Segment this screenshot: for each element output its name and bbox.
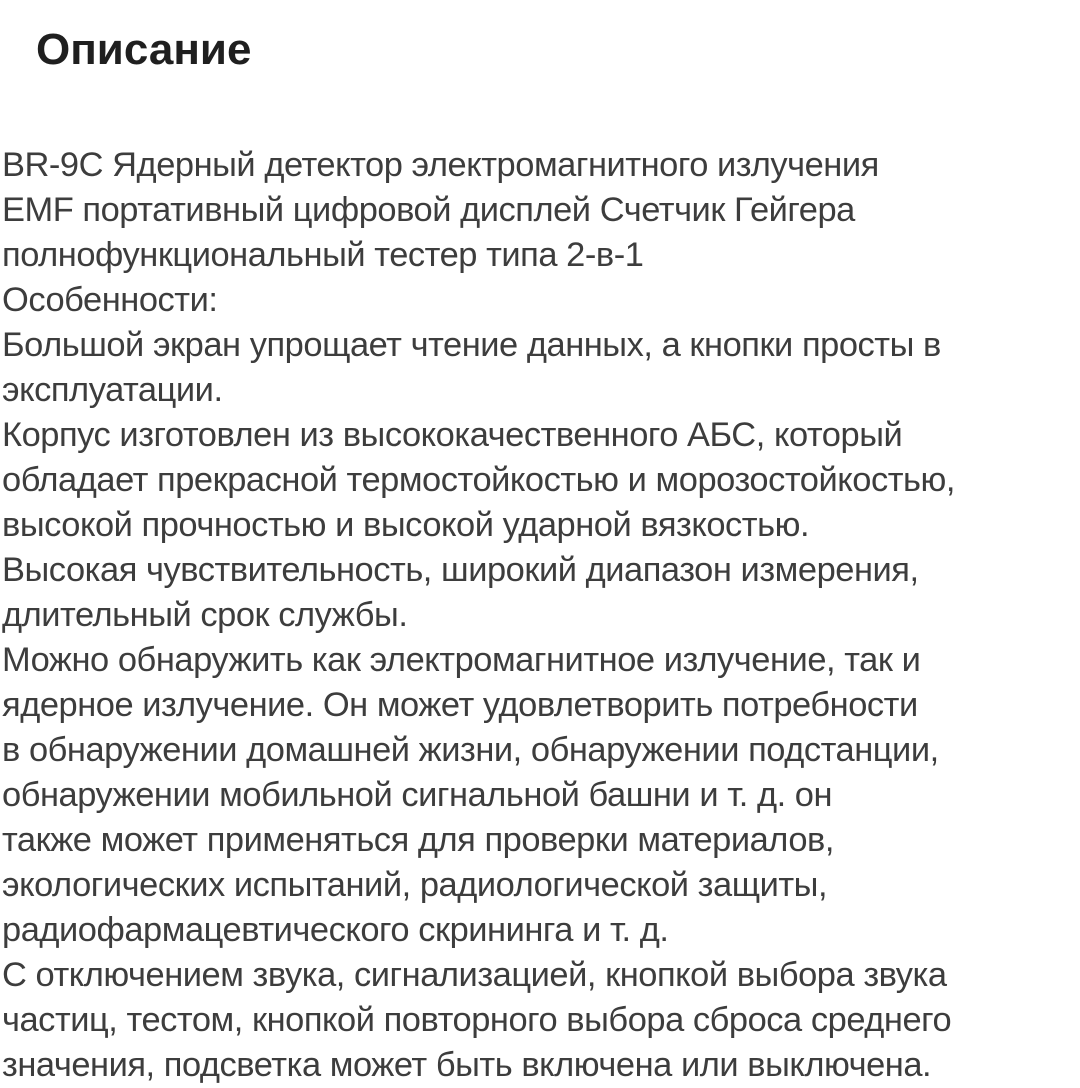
features-heading: Особенности:	[2, 281, 218, 319]
description-line: полнофункциональный тестер типа 2-в-1	[2, 236, 644, 274]
description-line: также может применяться для проверки материалов,	[2, 821, 834, 859]
description-line: длительный срок службы.	[2, 596, 408, 634]
description-line: значения, подсветка может быть включена или выключена.	[2, 1046, 932, 1084]
description-line: Высокая чувствительность, широкий диапазон измерения,	[2, 551, 919, 589]
description-line: Можно обнаружить как электромагнитное излучение, так и	[2, 641, 921, 679]
description-line: в обнаружении домашней жизни, обнаружении подстанции,	[2, 731, 939, 769]
description-line: радиофармацевтического скрининга и т. д.	[2, 911, 669, 949]
description-line: EMF портативный цифровой дисплей Счетчик Гейгера	[2, 191, 855, 229]
description-line: обнаружении мобильной сигнальной башни и т. д. он	[2, 776, 833, 814]
description-line: обладает прекрасной термостойкостью и морозостойкостью,	[2, 461, 955, 499]
description-line: высокой прочностью и высокой ударной вязкостью.	[2, 506, 810, 544]
description-line: С отключением звука, сигнализацией, кнопкой выбора звука	[2, 956, 947, 994]
description-line: эксплуатации.	[2, 371, 223, 409]
description-line: Корпус изготовлен из высококачественного АБС, который	[2, 416, 903, 454]
description-line: Большой экран упрощает чтение данных, а кнопки просты в	[2, 326, 941, 364]
description-line: BR-9C Ядерный детектор электромагнитного излучения	[2, 146, 879, 184]
description-body	[2, 143, 1080, 1088]
description-line: ядерное излучение. Он может удовлетворить потребности	[2, 686, 918, 724]
description-line: частиц, тестом, кнопкой повторного выбора сброса среднего	[2, 1001, 952, 1039]
page-title: Описание	[36, 25, 252, 74]
description-line: экологических испытаний, радиологической защиты,	[2, 866, 828, 904]
